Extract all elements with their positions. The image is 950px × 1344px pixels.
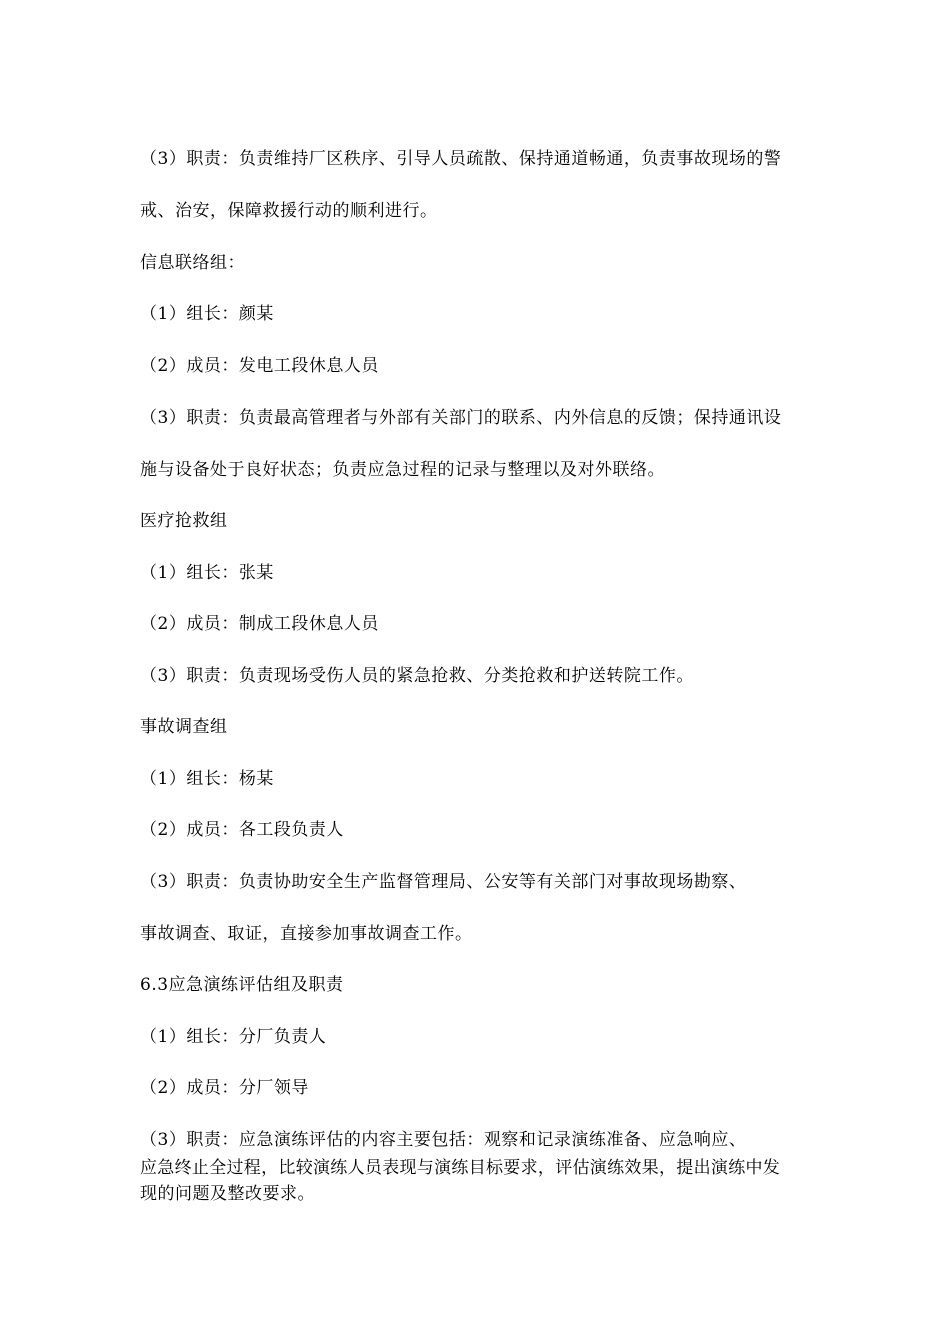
paragraph-line: 现的问题及整改要求。 — [140, 1184, 315, 1204]
paragraph-line: （1）组长：颜某 — [140, 304, 274, 324]
paragraph-line: （3）职责：负责维持厂区秩序、引导人员疏散、保持通道畅通，负责事故现场的警 — [140, 149, 782, 169]
paragraph-line: （1）组长：张某 — [140, 563, 274, 583]
paragraph-line: （3）职责：应急演练评估的内容主要包括：观察和记录演练准备、应急响应、 — [140, 1130, 747, 1150]
paragraph-line: 戒、治安，保障救援行动的顺利进行。 — [140, 201, 438, 221]
paragraph-line: （3）职责：负责现场受伤人员的紧急抢救、分类抢救和护送转院工作。 — [140, 666, 694, 686]
paragraph-line: （1）组长：杨某 — [140, 769, 274, 789]
paragraph-line: 施与设备处于良好状态；负责应急过程的记录与整理以及对外联络。 — [140, 460, 665, 480]
paragraph-line: （3）职责：负责最高管理者与外部有关部门的联系、内外信息的反馈；保持通讯设 — [140, 408, 782, 428]
section-heading: 信息联络组： — [140, 253, 245, 273]
paragraph-line: （2）成员：分厂领导 — [140, 1078, 309, 1098]
paragraph-line: （1）组长：分厂负责人 — [140, 1027, 327, 1047]
paragraph-line: （2）成员：制成工段休息人员 — [140, 614, 379, 634]
section-heading: 医疗抢救组 — [140, 511, 228, 531]
section-heading: 事故调查组 — [140, 717, 228, 737]
paragraph-line: （2）成员：发电工段休息人员 — [140, 356, 379, 376]
paragraph-line: （3）职责：负责协助安全生产监督管理局、公安等有关部门对事故现场勘察、 — [140, 872, 747, 892]
paragraph-line: 应急终止全过程，比较演练人员表现与演练目标要求，评估演练效果，提出演练中发 — [140, 1158, 781, 1178]
paragraph-line: 事故调查、取证，直接参加事故调查工作。 — [140, 924, 473, 944]
section-heading: 6.3应急演练评估组及职责 — [140, 975, 344, 995]
paragraph-line: （2）成员：各工段负责人 — [140, 820, 344, 840]
